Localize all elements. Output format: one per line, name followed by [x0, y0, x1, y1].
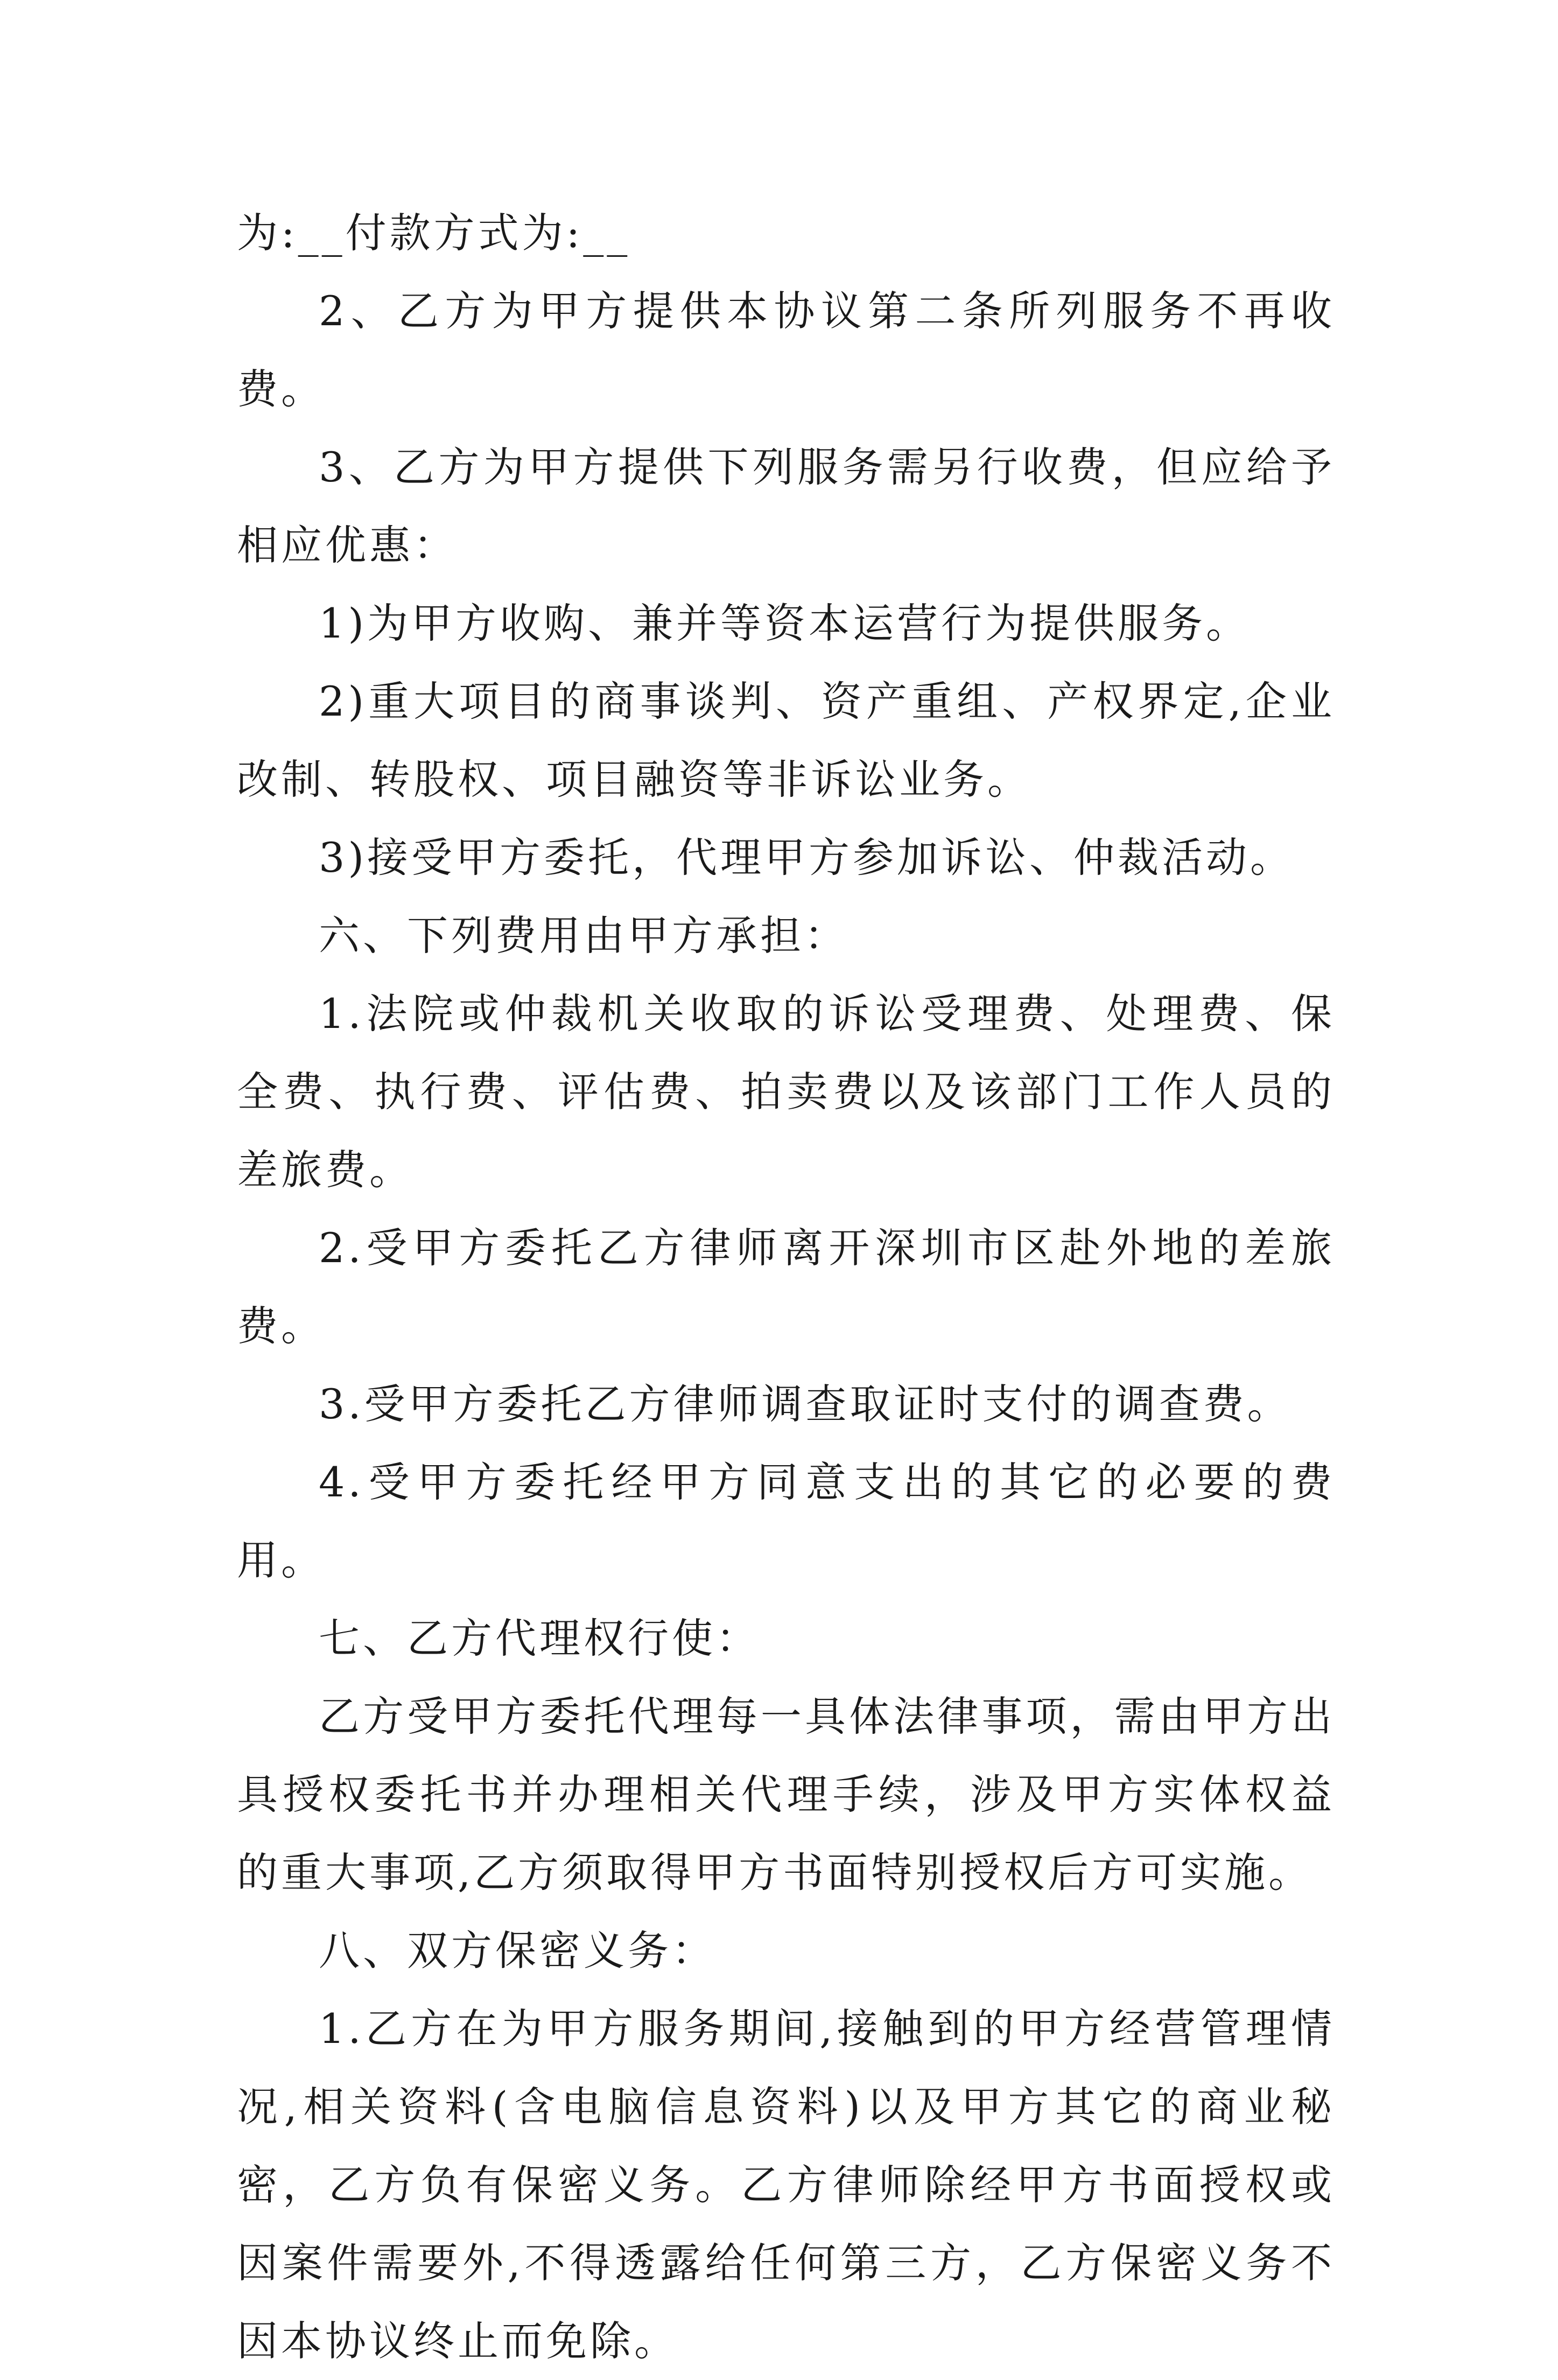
paragraph-agency-rights: 乙方受甲方委托代理每一具体法律事项，需由甲方出具授权委托书并办理相关代理手续，涉及甲方实体权益的重大事项,乙方须取得甲方书面特别授权后方可实施。	[237, 1692, 1335, 1896]
section-heading-8: 八、双方保密义务：	[319, 1927, 716, 1975]
paragraph-item-1: 1)为甲方收购、兼并等资本运营行为提供服务。	[319, 599, 1251, 647]
paragraph-clause-3: 3、乙方为甲方提供下列服务需另行收费，但应给予相应优惠：	[237, 443, 1335, 569]
paragraph-fee-2: 2.受甲方委托乙方律师离开深圳市区赴外地的差旅费。	[237, 1224, 1335, 1350]
section-heading-7: 七、乙方代理权行使：	[319, 1614, 760, 1662]
paragraph-fee-4: 4.受甲方委托经甲方同意支出的其它的必要的费用。	[237, 1458, 1335, 1584]
paragraph-fee-3: 3.受甲方委托乙方律师调查取证时支付的调查费。	[319, 1380, 1292, 1428]
paragraph-confidentiality-1: 1.乙方在为甲方服务期间,接触到的甲方经营管理情况,相关资料(含电脑信息资料)以及甲方其它的商业秘密，乙方负有保密义务。乙方律师除经甲方书面授权或因案件需要外,不得透露给任何第三方，乙方保密义务不因本协议终止而免除。	[237, 2005, 1335, 2365]
paragraph-payment-method: 为:__付款方式为:__	[237, 209, 631, 257]
paragraph-fee-1: 1.法院或仲裁机关收取的诉讼受理费、处理费、保全费、执行费、评估费、拍卖费以及该部门工作人员的差旅费。	[237, 990, 1335, 1194]
section-heading-6: 六、下列费用由甲方承担：	[319, 912, 848, 960]
paragraph-item-3: 3)接受甲方委托，代理甲方参加诉讼、仲裁活动。	[319, 834, 1295, 881]
paragraph-clause-2: 2、乙方为甲方提供本协议第二条所列服务不再收费。	[237, 287, 1335, 413]
document-body	[237, 194, 1335, 2380]
paragraph-item-2: 2)重大项目的商事谈判、资产重组、产权界定,企业改制、转股权、项目融资等非诉讼业务。	[237, 677, 1335, 803]
